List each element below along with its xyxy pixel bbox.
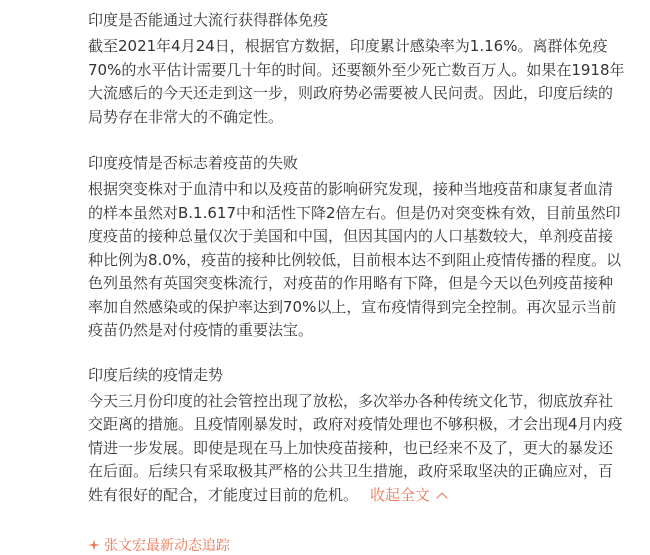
section-paragraph — [88, 390, 640, 508]
section-paragraph — [88, 178, 640, 343]
paragraph-line: 今天三月份印度的社会管控出现了放松，多次举办各种传统文化节，彻底放弃社 — [88, 391, 614, 410]
paragraph-line: 疫苗仍然是对付疫情的重要法宝。 — [88, 321, 314, 339]
paragraph-line: 度疫苗的接种总量仅次于美国和中国，但因其国内的人口基数较大，单剂疫苗接 — [88, 227, 614, 245]
paragraph-line: 交距离的措施。且疫情刚暴发时，政府对疫情处理也不够积极，才会出现4月内疫 — [88, 415, 623, 433]
collapse-label: 收起全文 — [370, 485, 431, 504]
collapse-full-text-link[interactable] — [370, 486, 446, 504]
paragraph-line: 70%的水平估计需要几十年的时间。还要额外至少死亡数百万人。如果在1918年 — [88, 60, 625, 79]
section-heading: 印度疫情是否标志着疫苗的失败 — [88, 154, 299, 172]
section-paragraph — [88, 35, 640, 129]
followup-link[interactable] — [88, 537, 230, 555]
section-spacer — [88, 343, 640, 365]
paragraph-line: 种比例为8.0%，疫苗的接种比例较低，目前根本达不到阻止疫情传播的程度。以 — [88, 250, 622, 269]
section-heading: 印度后续的疫情走势 — [88, 365, 224, 384]
section-spacer — [88, 129, 640, 153]
paragraph-line: 大流感后的今天还走到这一步，则政府势必需要被人民问责。因此，印度后续的 — [88, 84, 614, 102]
paragraph-line: 截至2021年4月24日，根据官方数据，印度累计感染率为1.16%。离群体免疫 — [88, 37, 608, 55]
article-body — [88, 10, 640, 507]
paragraph-line: 的样本虽然对B.1.617中和活性下降2倍左右。但是仍对突变株有效，目前虽然印 — [88, 203, 621, 222]
paragraph-line: 率加自然感染或的保护率达到70%以上，宣布疫情得到完全控制。再次显示当前 — [88, 297, 617, 316]
paragraph-line: 情进一步发展。即使是现在马上加快疫苗接种，也已经来不及了，更大的暴发还 — [88, 438, 614, 457]
paragraph-line-text: 姓有很好的配合，才能度过目前的危机。 — [88, 485, 359, 504]
paragraph-line: 局势存在非常大的不确定性。 — [88, 107, 284, 126]
chevron-up-icon — [436, 492, 447, 503]
paragraph-line: 在后面。后续只有采取极其严格的公共卫生措施，政府采取坚决的正确应对，百 — [88, 462, 614, 480]
followup-label: 张文宏最新动态追踪 — [104, 538, 230, 554]
paragraph-line: 色列虽然有英国突变株流行，对疫苗的作用略有下降，但是今天以色列疫苗接种 — [88, 274, 614, 292]
paragraph-line: 根据突变株对于血清中和以及疫苗的影响研究发现，接种当地疫苗和康复者血清 — [88, 180, 614, 198]
section-heading: 印度是否能通过大流行获得群体免疫 — [88, 11, 329, 29]
paragraph-line-last — [88, 484, 640, 508]
sparkle-icon — [88, 539, 100, 551]
